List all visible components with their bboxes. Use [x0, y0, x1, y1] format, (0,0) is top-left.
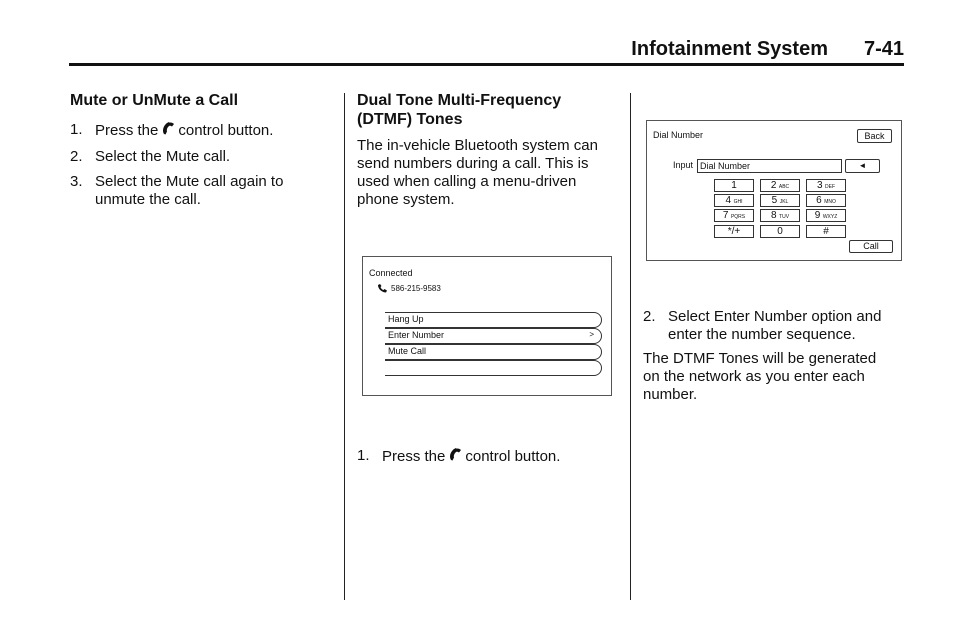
key-star-plus[interactable]: */+: [714, 225, 754, 238]
phone-icon: [161, 121, 175, 137]
phone-number: 586-215-9583: [391, 284, 441, 293]
step-text-line2: unmute the call.: [95, 191, 201, 208]
dtmf-heading-line1: Dual Tone Multi-Frequency: [357, 92, 562, 109]
empty-menu-item[interactable]: [385, 360, 602, 376]
key-4[interactable]: 4 GHI: [714, 194, 754, 207]
dial-number-screen: [646, 120, 902, 261]
hang-up-item[interactable]: Hang Up: [385, 312, 602, 328]
key-5[interactable]: 5 JKL: [760, 194, 800, 207]
dtmf-para-line4: phone system.: [357, 191, 455, 208]
mute-heading: Mute or UnMute a Call: [70, 92, 239, 109]
enter-number-item[interactable]: Enter Number >: [385, 328, 602, 344]
page-header: [540, 38, 904, 62]
column-divider-2: [630, 93, 631, 600]
connection-status: Connected: [369, 268, 413, 278]
step-text: Select the Mute call.: [95, 148, 231, 165]
dtmf-heading-line2: (DTMF) Tones: [357, 111, 463, 128]
step-number: 3.: [70, 173, 83, 190]
dtmf-note-line1: The DTMF Tones will be generated: [643, 350, 877, 367]
step-number: 2.: [70, 148, 83, 165]
step-text-line2: enter the number sequence.: [668, 326, 856, 343]
step-number: 2.: [643, 308, 656, 325]
column-divider-1: [344, 93, 345, 600]
key-3[interactable]: 3 DEF: [806, 179, 846, 192]
step-text: Press the control button.: [382, 448, 561, 465]
dtmf-para-line1: The in-vehicle Bluetooth system can: [357, 137, 598, 154]
page-number: 7-41: [863, 38, 904, 60]
connected-screen: [362, 256, 612, 396]
step-text-line1: Select the Mute call again to: [95, 173, 284, 190]
key-hash[interactable]: #: [806, 225, 846, 238]
call-button[interactable]: Call: [849, 240, 893, 253]
dtmf-note-line2: on the network as you enter each: [643, 368, 865, 385]
key-0[interactable]: 0: [760, 225, 800, 238]
backspace-button[interactable]: ◄: [845, 159, 880, 173]
col1-step-2: [70, 148, 330, 166]
col3-step-2: [643, 308, 913, 344]
key-9[interactable]: 9 WXYZ: [806, 209, 846, 222]
mute-call-item[interactable]: Mute Call: [385, 344, 602, 360]
key-1[interactable]: 1: [714, 179, 754, 192]
key-6[interactable]: 6 MNO: [806, 194, 846, 207]
dtmf-para-line2: send numbers during a call. This is: [357, 155, 589, 172]
col2-step-1: [357, 447, 627, 465]
step-number: 1.: [357, 447, 370, 464]
dtmf-para-line3: used when calling a menu-driven: [357, 173, 577, 190]
dial-input-field[interactable]: Dial Number: [697, 159, 842, 173]
input-label: Input: [673, 160, 694, 170]
dtmf-note-line3: number.: [643, 386, 698, 403]
col1-step-3: [70, 173, 330, 209]
step-number: 1.: [70, 121, 83, 138]
chevron-right-icon: >: [589, 330, 594, 339]
key-7[interactable]: 7 PQRS: [714, 209, 754, 222]
phone-icon: [448, 447, 462, 463]
step-text: Press the control button.: [95, 122, 274, 139]
section-title: Infotainment System: [631, 38, 828, 60]
handset-icon: [377, 283, 388, 293]
dial-screen-title: Dial Number: [653, 130, 704, 140]
key-2[interactable]: 2 ABC: [760, 179, 800, 192]
col1-step-1: [70, 121, 330, 139]
key-8[interactable]: 8 TUV: [760, 209, 800, 222]
header-rule: [69, 63, 904, 66]
back-button[interactable]: Back: [857, 129, 892, 143]
step-text-line1: Select Enter Number option and: [668, 308, 882, 325]
